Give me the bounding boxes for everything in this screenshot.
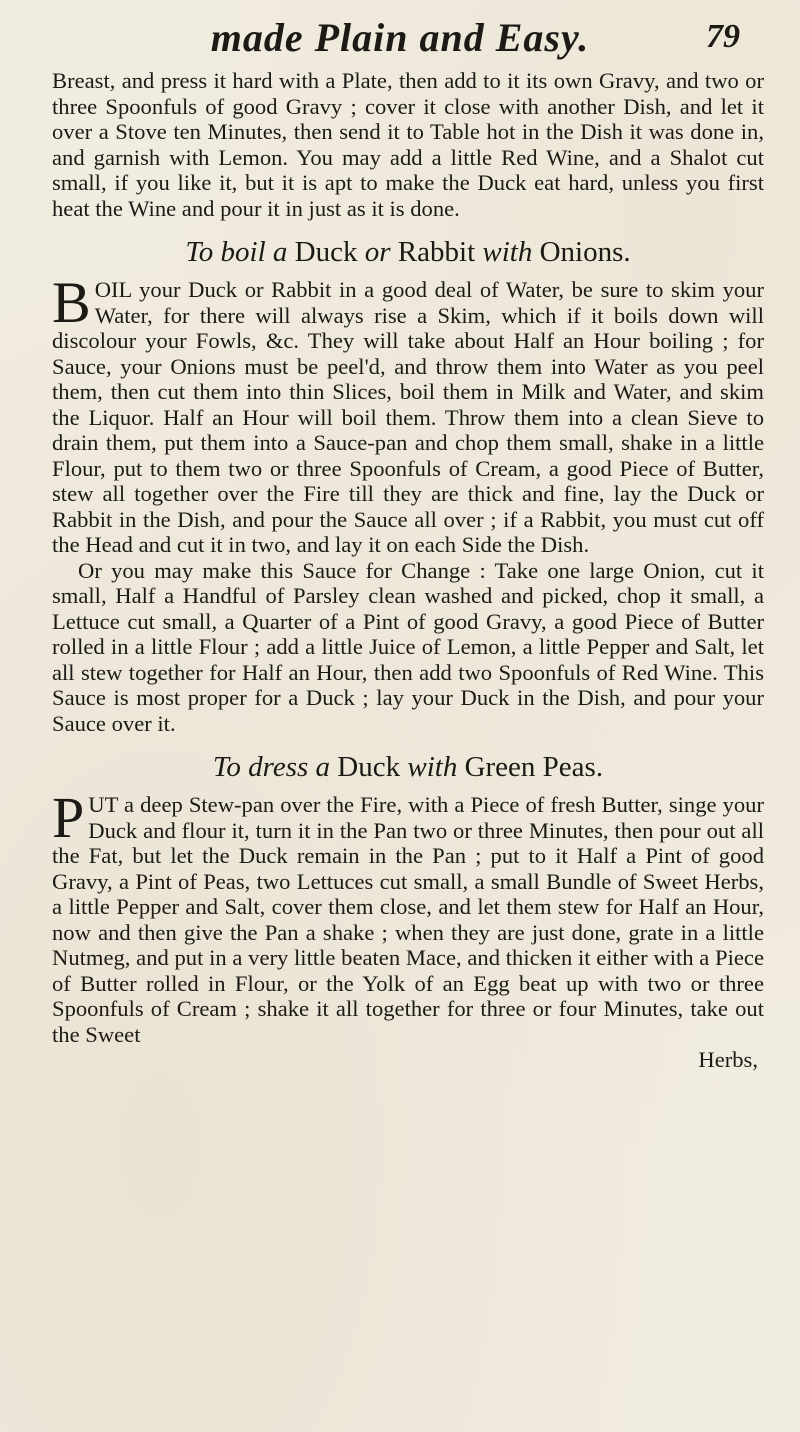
heading-part: with [407,751,458,783]
heading-part: Duck [294,236,358,268]
catchword: Herbs, [698,1047,758,1072]
heading-part: To dress a [212,751,331,783]
recipe-paragraph-sauce: Or you may make this Sauce for Change : Take one large Onion, cut it small, Half a Handful of Parsley clean washed and picked, chop it small, a Lettuce cut small, a Quarter of a Pint of good Gravy, a good Piece of Butter rolled in a little Flour ; add a little Juice of Lemon, a little Pepper and Salt, let all stew together for Half an Hour, then add two Spoonfuls of Red Wine. This Sauce is most proper for a Duck ; lay your Duck in the Dish, and pour your Sauce over it. [52,557,764,736]
running-title: made Plain and Easy. [210,15,590,60]
heading-part: To boil a [185,236,288,268]
heading-part: Green Peas. [464,751,604,783]
heading-part: Duck [337,751,401,783]
recipe-paragraph-peas: PUT a deep Stew-pan over the Fire, with a Piece of fresh Butter, singe your Duck and flour it, turn it in the Pan two or three Minutes, then pour out all the Fat, but let the Duck remain in the Pan ; put to it Half a Pint of good Gravy, a Pint of Peas, two Lettuces cut small, a small Bundle of Sweet Herbs, a little Pepper and Salt, cover them close, and let them stew for Half an Hour, now and then give the Pan a shake ; when they are just done, grate in a little Nutmeg, and put in a very little beaten Mace, and thicken it either with a Piece of Butter rolled in Flour, or the Yolk of an Egg beat up with two or three Spoonfuls of Cream ; shake it all together for three or four Minutes, take out the Sweet [52,785,764,1047]
heading-part: or [364,236,391,268]
heading-part: Rabbit [397,236,476,268]
heading-part: with [482,236,533,268]
body-text [52,68,764,1073]
recipe-paragraph-boil: BOIL your Duck or Rabbit in a good deal of Water, be sure to skim your Water, for there will always rise a Skim, which if it boils down will discolour your Fowls, &c. They will take about Half an Hour boiling ; for Sauce, your Onions must be peel'd, and throw them into Water as you peel them, then cut them into thin Slices, boil them in Milk and Water, and skim the Liquor. Half an Hour will boil them. Throw them into a clean Sieve to drain them, put them into a Sauce-pan and chop them small, shake in a little Flour, put to them two or three Spoonfuls of Cream, a good Piece of Butter, stew all together over the Fire till they are thick and fine, lay the Duck or Rabbit in the Dish, and pour the Sauce all over ; if a Rabbit, you must cut off the Head and cut it in two, and lay it on each Side the Dish. [52,270,764,557]
heading-part: Onions. [539,236,631,268]
running-head [0,14,800,64]
section-heading-boil-duck [52,235,764,269]
intro-paragraph: Breast, and press it hard with a Plate, then add to it its own Gravy, and two or three Spoonfuls of good Gravy ; cover it close with another Dish, and let it over a Stove ten Minutes, then send it to Table hot in the Dish it was done in, and garnish with Lemon. You may add a little Red Wine, and a Shalot cut small, if you like it, but it is apt to make the Duck eat hard, unless you first heat the Wine and pour it in just as it is done. [52,68,764,221]
section-heading-dress-duck [52,750,764,784]
page-number: 79 [706,18,740,55]
